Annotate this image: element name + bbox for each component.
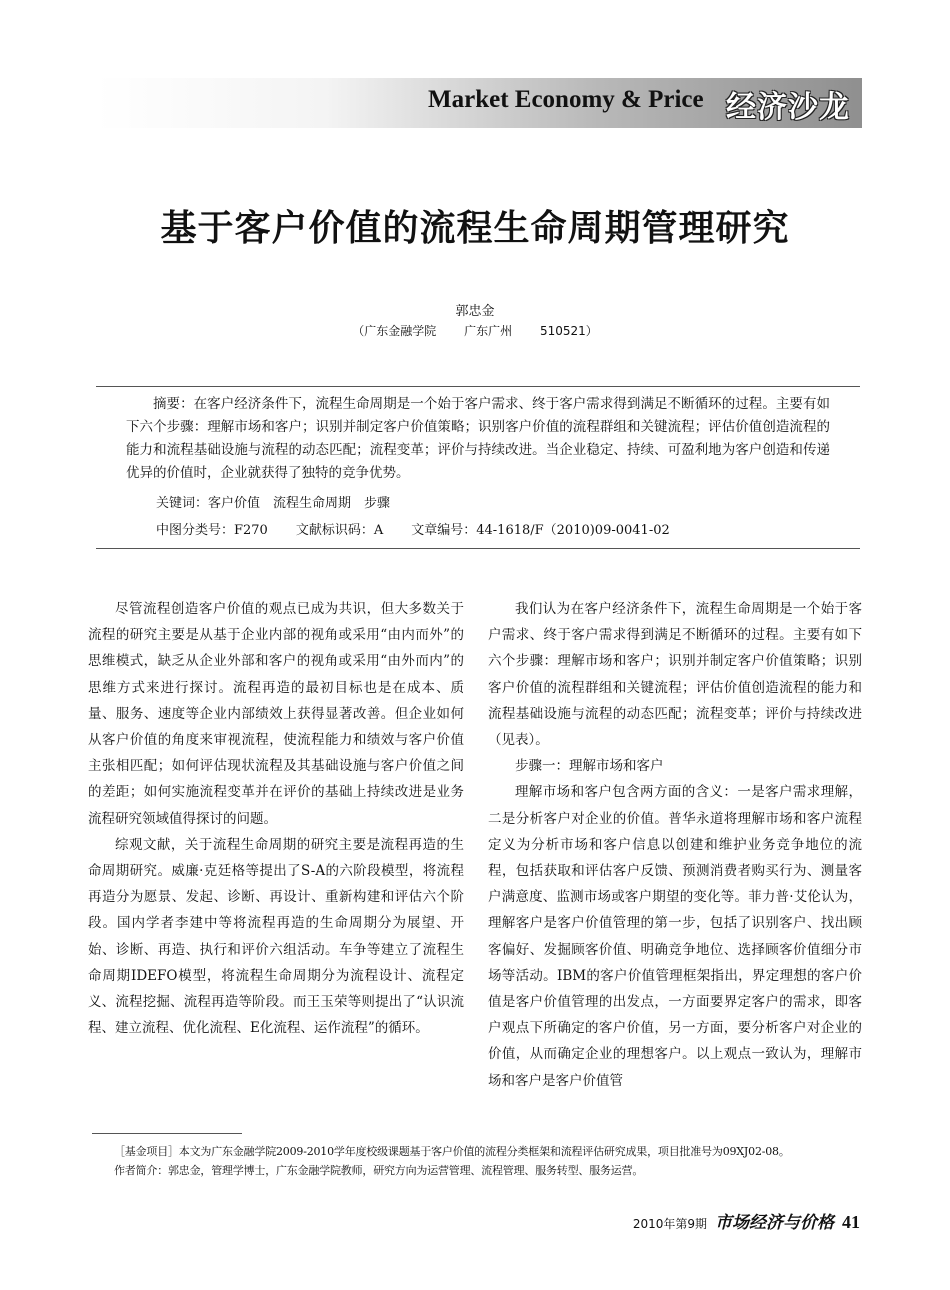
page-footer [633,1208,860,1233]
abstract-top-rule [96,386,860,387]
journal-name-logo: 市场经济与价格 [715,1213,834,1233]
paragraph: 我们认为在客户经济条件下，流程生命周期是一个始于客户需求、终于客户需求得到满足不断循环的过程。主要有如下六个步骤：理解市场和客户；识别并制定客户价值策略；识别客户价值的流程群组和关键流程；评估价值创造流程的能力和流程基础设施与流程的动态匹配；流程变革；评价与持续改进（见表）。 [488,601,862,749]
author-bio-note: 作者简介：郭忠金，管理学博士，广东金融学院教师，研究方向为运营管理、流程管理、服务转型、服务运营。 [114,1164,644,1177]
paragraph: 理解市场和客户包含两方面的含义：一是客户需求理解，二是分析客户对企业的价值。普华永道将理解市场和客户流程定义为分析市场和客户信息以创建和维护业务竞争地位的流程，包括获取和评估客户反馈、预测消费者购买行为、测量客户满意度、监测市场或客户期望的变化等。菲力普·艾伦认为，理解客户是客户价值管理的第一步，包括了识别客户、找出顾客偏好、发掘顾客价值、明确竞争地位、选择顾客价值细分市场等活动。IBM的客户价值管理框架指出，界定理想的客户价值是客户价值管理的出发点，一方面要界定客户的需求，即客户观点下所确定的客户价值，另一方面，要分析客户对企业的价值，从而确定企业的理想客户。以上观点一致认为，理解市场和客户是客户价值管 [488,784,862,1089]
journal-title-english: Market Economy & Price [428,86,704,113]
issue-label: 2010年第9期 [632,1217,707,1231]
affiliation-city: 广东广州 [464,324,513,338]
article-title: 基于客户价值的流程生命周期管理研究 [160,208,790,249]
abstract-bottom-rule [96,548,860,549]
author-affiliation [0,322,950,339]
affiliation-institution: （广东金融学院 [352,324,437,338]
author-name: 郭忠金 [455,304,495,319]
page-number: 41 [842,1212,860,1232]
column-name: 经济沙龙 [726,90,850,125]
body-column-left [88,596,464,1041]
paragraph: 综观文献，关于流程生命周期的研究主要是流程再造的生命周期研究。威廉·克廷格等提出了S-A的六阶段模型，将流程再造分为愿景、发起、诊断、再设计、重新构建和评估六个阶段。国内学者李建中等将流程再造的生命周期分为展望、开始、诊断、再造、执行和评价六组活动。车争等建立了流程生命周期IDEFO模型，将流程生命周期分为流程设计、流程定义、流程挖掘、流程再造等阶段。而王玉荣等则提出了“认识流程、建立流程、优化流程、E化流程、运作流程”的循环。 [88,836,464,1037]
article-number: 文章编号：44-1618/F（2010)09-0041-02 [411,523,670,538]
body-column-right [488,596,862,1094]
abstract-text: 摘要：在客户经济条件下，流程生命周期是一个始于客户需求、终于客户需求得到满足不断循环的过程。主要有如下六个步骤：理解市场和客户；识别并制定客户价值策略；识别客户价值的流程群组和关键流程；评估价值创造流程的能力和流程基础设施与流程的动态匹配；流程变革；评价与持续改进。当企业稳定、持续、可盈利地为客户创造和传递优异的价值时，企业就获得了独特的竞争优势。 [126,396,830,481]
keywords: 关键词：客户价值 流程生命周期 步骤 [156,496,391,511]
paragraph: 尽管流程创造客户价值的观点已成为共识，但大多数关于流程的研究主要是从基于企业内部的视角或采用“由内而外”的思维模式，缺乏从企业外部和客户的视角或采用“由外而内”的思维方式来进行探讨。流程再造的最初目标也是在成本、质量、服务、速度等企业内部绩效上获得显著改善。但企业如何从客户价值的角度来审视流程，使流程能力和绩效与客户价值主张相匹配；如何评估现状流程及其基础设施与客户价值之间的差距；如何实施流程变革并在评价的基础上持续改进是业务流程研究领域值得探讨的问题。 [88,601,464,827]
footnote-rule [92,1133,242,1134]
classification-line [156,521,670,541]
section-heading: 步骤一：理解市场和客户 [515,758,664,775]
fund-note: ［基金项目］本文为广东金融学院2009-2010学年度校级课题基于客户价值的流程分类框架和流程评估研究成果，项目批准号为09XJ02-08。 [114,1145,790,1158]
document-code: 文献标识码：A [295,523,384,538]
classification-number: 中图分类号：F270 [156,523,268,538]
affiliation-postcode: 510521） [539,324,598,338]
